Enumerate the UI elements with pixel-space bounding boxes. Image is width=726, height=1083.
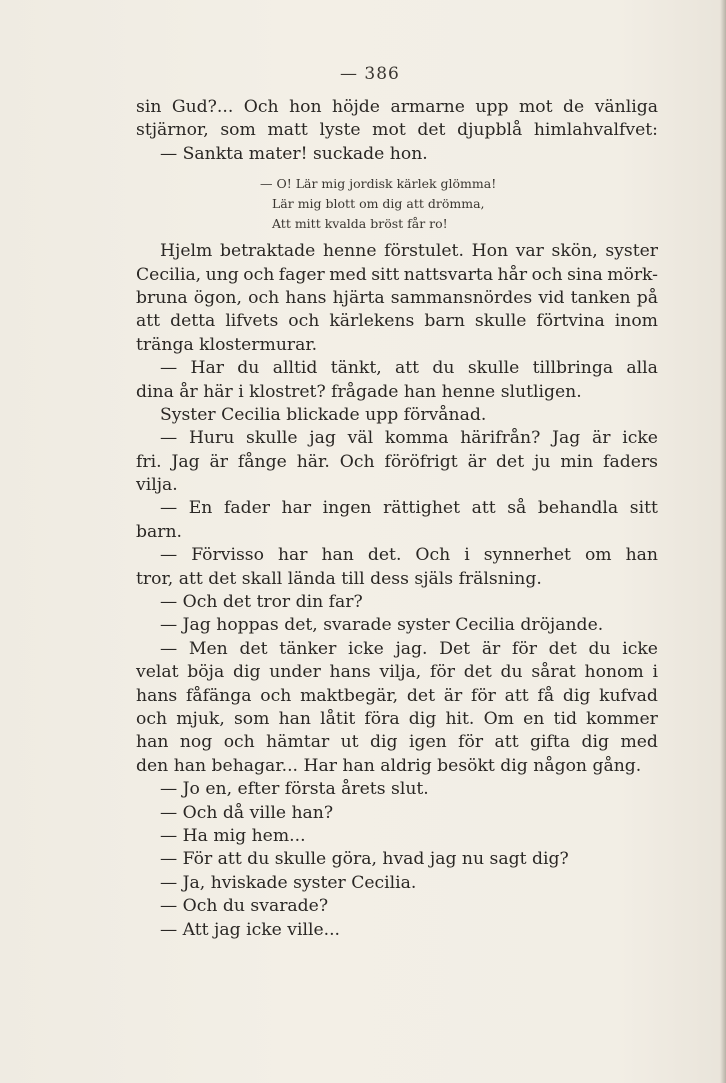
paragraph [136,638,658,778]
text-line: — Och då ville han? [160,802,334,823]
text-line: stjärnor, som matt lyste mot det djupblå himlahvalfvet: [136,120,658,141]
text-line: — För att du skulle göra, hvad jag nu sagt dig? [160,849,569,870]
text-line: bruna ögon, och hans hjärta sammansnördes vid tanken på [136,287,658,308]
text-line: den han behagar... Har han aldrig besökt dig någon gång. [136,755,642,776]
paragraph [136,825,658,848]
paragraph [136,591,658,614]
text-line: — Förvisso har han det. Och i synnerhet om han [160,545,658,566]
paragraph [136,802,658,825]
text-line: vilja. [136,475,178,496]
text-line: fri. Jag är fånge här. Och föröfrigt är det ju min faders [136,451,658,472]
verse-line: Att mitt kvalda bröst får ro! [272,216,448,232]
text-line: tränga klostermurar. [136,334,318,355]
paragraph [136,404,658,427]
text-line: — Huru skulle jag väl komma härifrån? Jag är icke [160,428,658,449]
verse-line: Lär mig blott om dig att drömma, [272,196,485,212]
page-body [136,96,658,942]
paragraph [136,427,658,497]
paragraph [136,895,658,918]
text-line: — Att jag icke ville... [160,919,341,940]
paragraph [136,357,658,404]
text-line: — Ha mig hem... [160,825,306,846]
paragraph [136,497,658,544]
text-line: — Jo en, efter första årets slut. [160,779,429,800]
text-line: att detta lifvets och kärlekens barn skulle förtvina inom [136,311,658,332]
text-line: — En fader har ingen rättighet att så behandla sitt [160,498,658,519]
text-line: Cecilia, ung och fager med sitt nattsvarta hår och sina mörk- [136,264,658,285]
text-line: — Jag hoppas det, svarade syster Cecilia dröjande. [160,615,604,636]
paragraph [136,872,658,895]
text-line: — Och det tror din far? [160,592,363,613]
paragraph [136,919,658,942]
verse-line: — O! Lär mig jordisk kärlek glömma! [260,176,497,192]
text-line: barn. [136,521,182,542]
paragraph [136,778,658,801]
text-line: dina år här i klostret? frågade han henne slutligen. [136,381,582,402]
page-number: — 386 [340,64,400,84]
text-line: och mjuk, som han låtit föra dig hit. Om en tid kommer [136,708,658,729]
paragraph [136,614,658,637]
paragraph [136,544,658,591]
page-edge-shadow [720,0,726,1083]
text-line: velat böja dig under hans vilja, för det du sårat honom i [136,662,658,683]
text-line: — Men det tänker icke jag. Det är för det du icke [160,638,658,659]
text-line: hans fåfänga och maktbegär, det är för att få dig kufvad [136,685,658,706]
text-line: — Har du alltid tänkt, att du skulle tillbringa alla [160,358,658,379]
text-line: — Ja, hviskade syster Cecilia. [160,872,417,893]
text-line: han nog och hämtar ut dig igen för att gifta dig med [136,732,658,753]
text-line: Syster Cecilia blickade upp förvånad. [160,404,487,425]
text-line: tror, att det skall lända till dess själs frälsning. [136,568,542,589]
text-line: — Och du svarade? [160,896,329,917]
paragraph [136,240,658,357]
text-line: — Sankta mater! suckade hon. [160,143,428,164]
paragraph [136,848,658,871]
verse-block [136,174,658,234]
text-line: sin Gud?... Och hon höjde armarne upp mot de vänliga [136,97,658,117]
text-line: Hjelm betraktade henne förstulet. Hon var skön, syster [160,241,658,262]
